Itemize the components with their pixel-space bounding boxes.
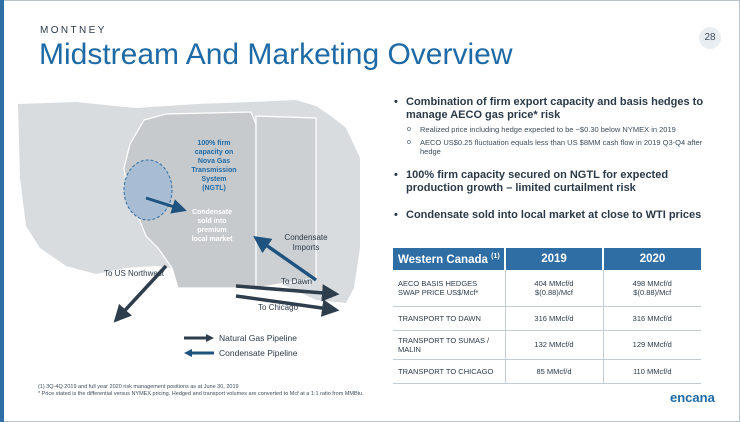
- cell-2019: [505, 270, 603, 306]
- cell-value: $(0.88)/Mcf: [633, 287, 672, 297]
- montney-area: [124, 160, 172, 220]
- capacity-table: [393, 248, 701, 384]
- cell-2020: 316 MMcf/d: [603, 306, 701, 330]
- cell-2020: 110 MMcf/d: [603, 359, 701, 383]
- table-row: [393, 270, 701, 306]
- condensate-local-line: local market: [191, 236, 233, 243]
- pipeline-map: [16, 98, 361, 330]
- row-label: [393, 330, 505, 359]
- table-header-row: [393, 248, 701, 270]
- ngtl-line: (NGTL): [202, 185, 226, 192]
- legend-natural-gas-label: Natural Gas Pipeline: [219, 332, 297, 343]
- bullet-item: • Condensate sold into local market at close to WTI prices: [392, 209, 712, 222]
- condensate-local-line: Condensate: [191, 209, 233, 216]
- condensate-imports-line: Condensate: [284, 233, 328, 242]
- cell-2019: 132 MMcf/d: [505, 330, 603, 359]
- row-label: TRANSPORT TO CHICAGO: [393, 359, 505, 383]
- ngtl-line: Nova Gas: [197, 158, 231, 165]
- legend-natural-gas: [184, 331, 297, 344]
- legend-condensate: [184, 346, 297, 359]
- condensate-imports-line: Imports: [292, 243, 320, 252]
- page-number: 28: [699, 27, 721, 49]
- cell-2019: 85 MMcf/d: [505, 359, 603, 383]
- map-legend: [184, 331, 297, 361]
- condensate-local-line: sold into: [197, 218, 227, 225]
- row-label: TRANSPORT TO DAWN: [393, 306, 505, 330]
- table-header-region: [393, 248, 505, 270]
- saskatchewan-region: [256, 116, 316, 288]
- cell-value: 404 MMcf/d: [534, 278, 574, 288]
- ngtl-line: Transmission: [191, 167, 237, 174]
- sub-bullet-item: o Realized price including hedge expected to be ~$0.30 below NYMEX in 2019: [392, 125, 712, 135]
- row-label-line: SWAP PRICE US$/Mcf*: [398, 287, 479, 297]
- cell-2020: [603, 270, 701, 306]
- table-row: [393, 306, 701, 330]
- cell-value: $(0.88)/Mcf: [535, 287, 573, 297]
- label-to-us-northwest: To US Northwest: [104, 269, 165, 278]
- condensate-local-line: premium: [197, 227, 227, 234]
- row-label-line: MALIN: [398, 344, 421, 354]
- cell-value: 498 MMcf/d: [632, 278, 672, 288]
- ngtl-line: System: [201, 176, 227, 183]
- footnote: * Price stated is the differential versus NYMEX pricing. Hedged and transport volumes are converted to Mcf at a 1:1 ratio from MMBtu.: [38, 391, 364, 397]
- ngtl-line: 100% firm: [197, 140, 231, 147]
- table-row: [393, 330, 701, 359]
- table-header-label: Western Canada: [398, 253, 488, 266]
- cell-2019: 316 MMcf/d: [505, 306, 603, 330]
- label-to-dawn: To Dawn: [281, 277, 313, 286]
- table-header-2019: 2019: [505, 248, 603, 270]
- condensate-arrow-icon: [184, 349, 214, 357]
- sub-bullet-item: o AECO US$0.25 fluctuation equals less than US $8MM cash flow in 2019 Q3-Q4 after hedge: [392, 138, 712, 157]
- bullet-list: [392, 96, 712, 222]
- cell-2020: 129 MMcf/d: [603, 330, 701, 359]
- row-label-line: TRANSPORT TO SUMAS /: [398, 335, 490, 345]
- ngtl-line: capacity on: [194, 149, 234, 156]
- label-to-chicago: To Chicago: [258, 303, 299, 312]
- natural-gas-arrow-icon: [184, 334, 214, 342]
- bullet-item: • Combination of firm export capacity and basis hedges to manage AECO gas price* risk: [392, 96, 712, 122]
- bullet-item: • 100% firm capacity secured on NGTL for expected production growth – limited curtailment risk: [392, 169, 712, 195]
- table-header-2020: 2020: [603, 248, 701, 270]
- footnote: (1) 3Q-4Q 2019 and full year 2020 risk management positions as at June 30, 2019: [38, 384, 239, 390]
- table-header-footnote-ref: (1): [491, 252, 500, 260]
- row-label-line: AECO BASIS HEDGES: [398, 278, 478, 288]
- section-label: MONTNEY: [40, 25, 107, 36]
- encana-logo: encana: [670, 390, 715, 405]
- legend-condensate-label: Condensate Pipeline: [219, 347, 298, 358]
- row-label: [393, 270, 505, 306]
- accent-bar: [0, 0, 4, 422]
- table-row: [393, 359, 701, 383]
- footnotes: [38, 384, 364, 398]
- page-title: Midstream And Marketing Overview: [39, 38, 513, 71]
